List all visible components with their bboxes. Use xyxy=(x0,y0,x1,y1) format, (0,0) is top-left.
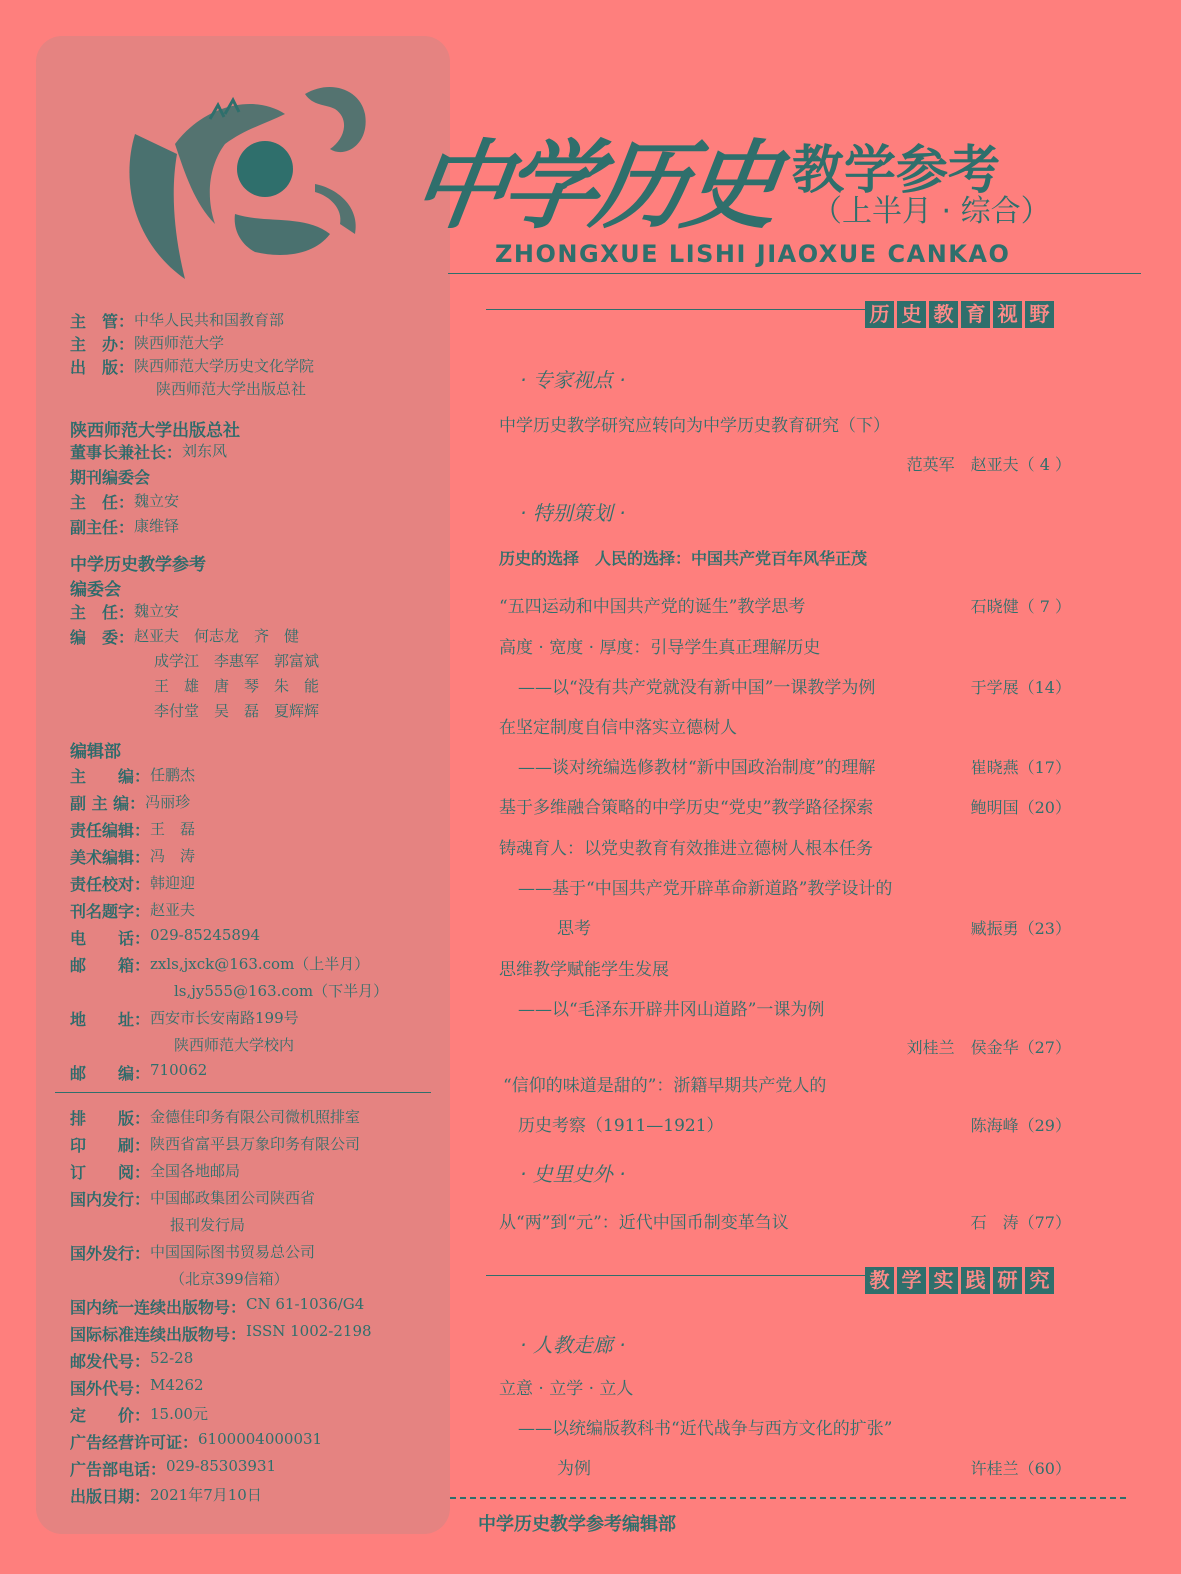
toc-item-10-subtitle-cont: 为例 xyxy=(557,1459,591,1479)
toc-item-8-title-cont: 历史考察（1911—1921） xyxy=(518,1116,724,1136)
masthead-pinyin: ZHONGXUE LISHI JIAOXUE CANKAO xyxy=(495,240,1011,268)
toc-item-6-subtitle: ——基于“中国共产党开辟革命新道路”教学设计的 xyxy=(518,879,893,899)
section-char-box: 史 xyxy=(897,301,926,328)
toc-item-7-author: 刘桂兰 侯金华（27） xyxy=(906,1038,1071,1057)
section-header-history-education xyxy=(865,301,1054,328)
toc-item-6-author: 臧振勇（23） xyxy=(970,919,1071,938)
footer-editorial-office: 中学历史教学参考编辑部 xyxy=(478,1514,676,1535)
toc-item-9-title: 从“两”到“元”：近代中国币制变革刍议 xyxy=(499,1213,789,1233)
subsection-expert-view: · 专家视点 · xyxy=(520,368,626,392)
section-char-box: 育 xyxy=(961,301,990,328)
section-1-rule xyxy=(486,309,866,310)
section-char-box: 研 xyxy=(993,1267,1022,1294)
section-header-teaching-practice xyxy=(865,1267,1054,1294)
toc-item-5-author: 鲍明国（20） xyxy=(970,798,1071,817)
toc-item-7-subtitle: ——以“毛泽东开辟井冈山道路”一课为例 xyxy=(518,1000,825,1020)
toc-item-8-title: “信仰的味道是甜的”：浙籍早期共产党人的 xyxy=(503,1076,827,1096)
masthead-title-right: 教学参考 xyxy=(792,141,1001,201)
footer-dashed-rule xyxy=(450,1497,1126,1499)
toc-item-3-title: 高度 · 宽度 · 厚度：引导学生真正理解历史 xyxy=(499,638,821,658)
toc-item-6-title: 铸魂育人：以党史教育有效推进立德树人根本任务 xyxy=(499,839,873,859)
feature-heading: 历史的选择 人民的选择：中国共产党百年风华正茂 xyxy=(499,549,868,568)
toc-item-3-subtitle: ——以“没有共产党就没有新中国”一课教学为例 xyxy=(518,678,876,698)
toc-item-1-title: 中学历史教学研究应转向为中学历史教育研究（下） xyxy=(499,416,890,436)
masthead-calligraphy-title: 中学历史 xyxy=(405,129,781,242)
toc-item-10-title: 立意 · 立学 · 立人 xyxy=(499,1379,634,1399)
masthead-rule xyxy=(448,273,1141,274)
section-char-box: 视 xyxy=(993,301,1022,328)
section-2-rule xyxy=(486,1275,866,1276)
section-char-box: 践 xyxy=(961,1267,990,1294)
section-char-box: 究 xyxy=(1025,1267,1054,1294)
toc-item-4-author: 崔晓燕（17） xyxy=(970,758,1071,777)
section-char-box: 学 xyxy=(897,1267,926,1294)
publisher-info: 主 管： 中华人民共和国教育部 主 办： 陕西师范大学 出 版： 陕西师范大学历史文化学院 陕西师范大学出版总社 xyxy=(70,311,315,398)
toc-item-1-author: 范英军 赵亚夫（ 4 ） xyxy=(906,455,1071,474)
editorial-info: 编辑部 主 编： 任鹏杰 副 主 编： 冯丽珍 责任编辑： 王 磊 美术编辑： 冯 涛 责任校对： 韩迎迎 刊名题字： 赵亚夫 电 话： 029-85245894 邮 箱： zxls,jxck@163.com（上半月） ls,jy555@163.com（下半月） 地 址： 西安市长安南路199号 陕西师范大学校内 邮 编： 710062 xyxy=(70,742,389,1083)
section-char-box: 历 xyxy=(865,301,894,328)
toc-item-9-author: 石 涛（77） xyxy=(970,1213,1071,1232)
masthead-subtitle: （上半月 · 综合） xyxy=(812,194,1051,229)
toc-item-2-title: “五四运动和中国共产党的诞生”教学思考 xyxy=(499,597,806,617)
printing-info: 排 版： 金德佳印务有限公司微机照排室 印 刷： 陕西省富平县万象印务有限公司 订 阅： 全国各地邮局 国内发行： 中国邮政集团公司陕西省 报刊发行局 国外发行： 中国国际图书贸易总公司 （北京399信箱） 国内统一连续出版物号： CN 61-1036/G4 国际标准连续出版物号： ISSN 1002-2198 邮发代号： 52-28 国外代号： M4262 定 价： 15.00元 广告经营许可证： 6100004000031 广告部电话： 029-85303931 出版日期： 2021年7月10日 xyxy=(70,1108,372,1506)
toc-item-10-subtitle: ——以统编版教科书“近代战争与西方文化的扩张” xyxy=(518,1419,893,1439)
subsection-history-inside-outside: · 史里史外 · xyxy=(520,1162,626,1186)
tiger-emblem-logo xyxy=(115,74,380,290)
subsection-special-feature: · 特别策划 · xyxy=(520,501,626,525)
toc-item-10-author: 许桂兰（60） xyxy=(970,1459,1071,1478)
section-char-box: 实 xyxy=(929,1267,958,1294)
section-char-box: 教 xyxy=(865,1267,894,1294)
press-info: 陕西师范大学出版总社 董事长兼社长： 刘东风 期刊编委会 主 任： 魏立安 副主任： 康维铎 xyxy=(70,421,240,537)
committee-info: 中学历史教学参考 编委会 主 任： 魏立安 编 委： 赵亚夫 何志龙 齐 健 成学江 李惠军 郭富斌 王 雄 唐 琴 朱 能 李付堂 吴 磊 夏辉辉 xyxy=(70,555,320,720)
toc-item-3-author: 于学展（14） xyxy=(970,678,1071,697)
section-char-box: 野 xyxy=(1025,301,1054,328)
toc-item-8-author: 陈海峰（29） xyxy=(970,1116,1071,1135)
section-char-box: 教 xyxy=(929,301,958,328)
subsection-pep-corridor: · 人教走廊 · xyxy=(520,1333,626,1357)
toc-item-4-subtitle: ——谈对统编选修教材“新中国政治制度”的理解 xyxy=(518,758,876,778)
toc-item-5-title: 基于多维融合策略的中学历史“党史”教学路径探索 xyxy=(499,798,874,818)
toc-item-2-author: 石晓健（ 7 ） xyxy=(970,597,1071,616)
sidebar-divider xyxy=(55,1092,431,1093)
toc-item-6-subtitle-cont: 思考 xyxy=(557,919,591,939)
toc-item-7-title: 思维教学赋能学生发展 xyxy=(499,960,669,980)
toc-item-4-title: 在坚定制度自信中落实立德树人 xyxy=(499,718,737,738)
